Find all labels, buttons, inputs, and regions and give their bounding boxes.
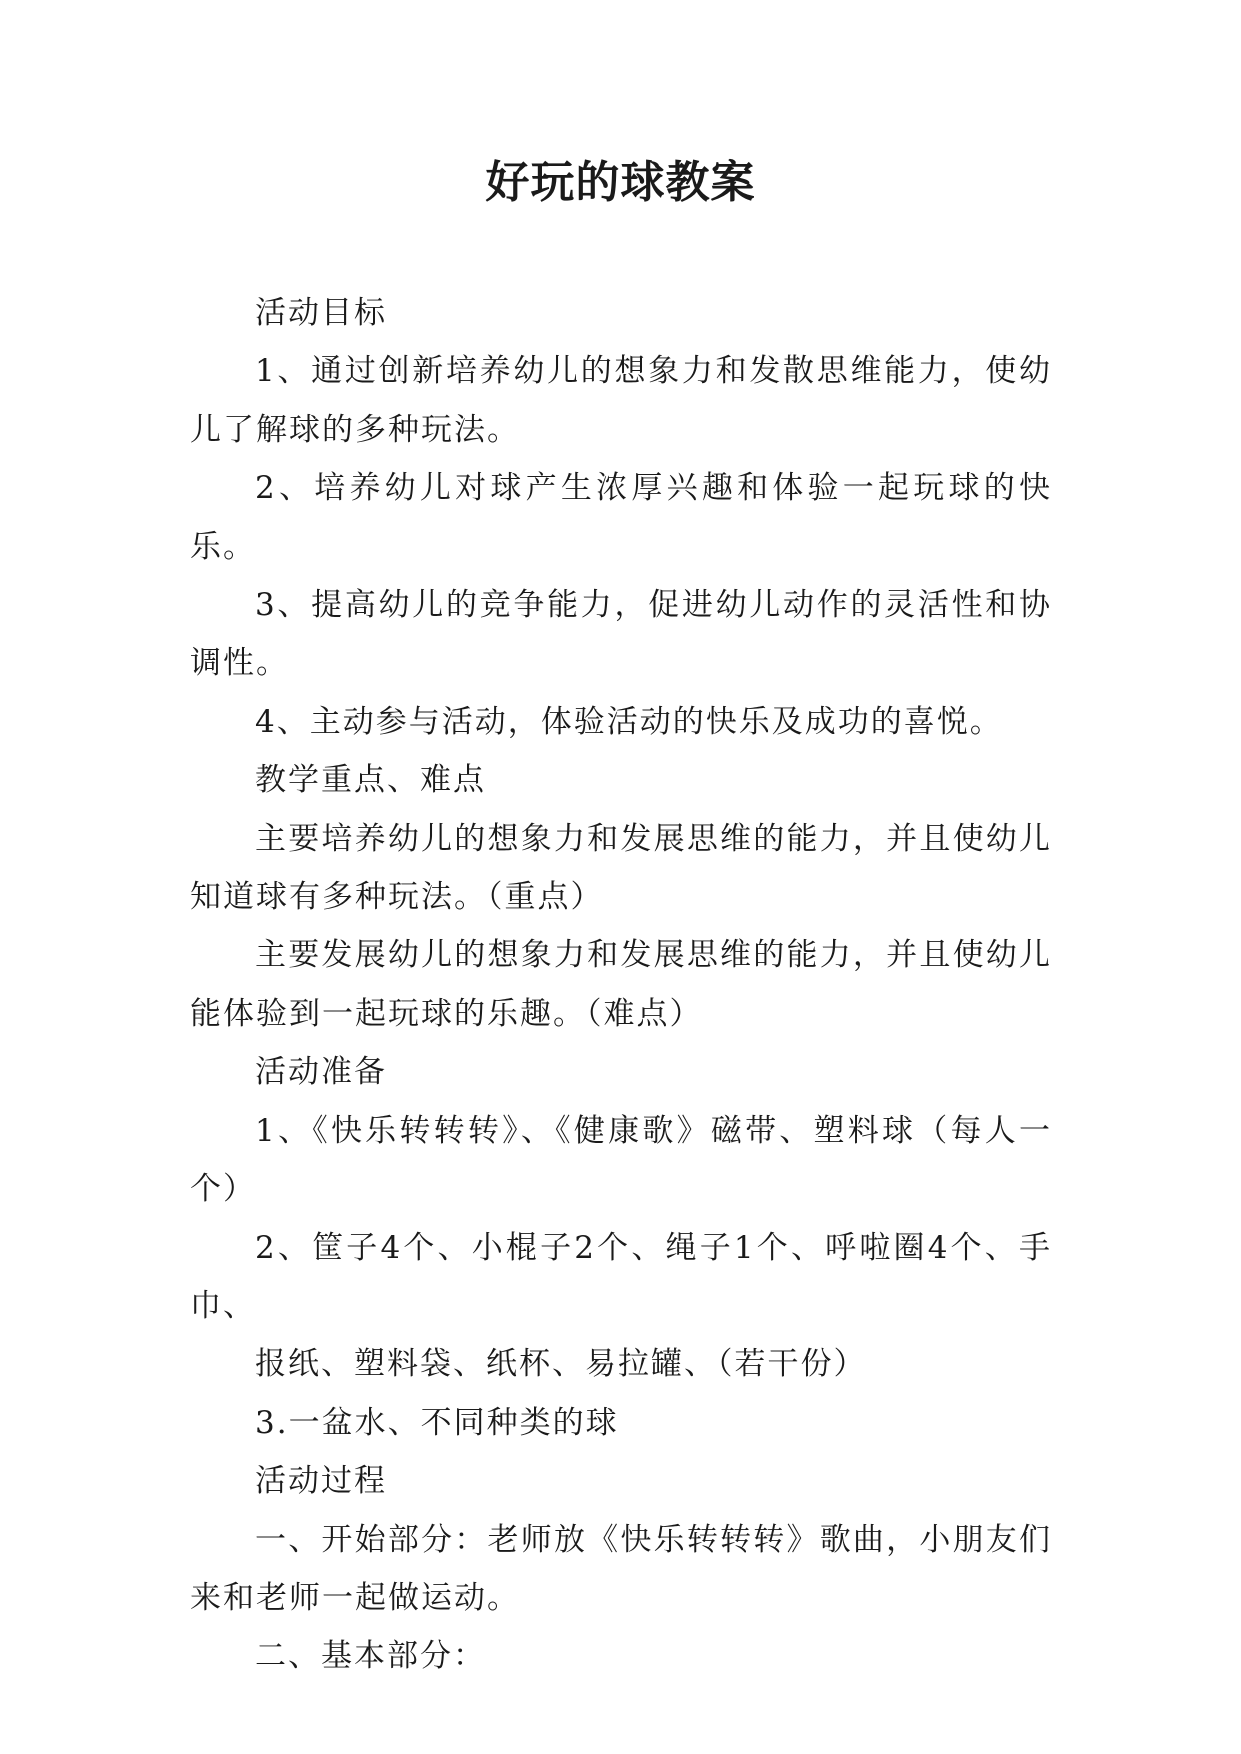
section-heading-process: 活动过程 [255,1463,387,1500]
process-step-1: 一、开始部分：老师放《快乐转转转》歌曲，小朋友们来和老师一起做运动。 [190,1521,1052,1616]
section-heading-key-points: 教学重点、难点 [255,762,486,799]
objective-item-1: 1、通过创新培养幼儿的想象力和发散思维能力，使幼儿了解球的多种玩法。 [190,353,1052,448]
process-step-2: 二、基本部分： [255,1638,486,1675]
objective-item-3: 3、提高幼儿的竞争能力，促进幼儿动作的灵活性和协调性。 [190,587,1052,682]
preparation-item-1: 1、《快乐转转转》、《健康歌》磁带、塑料球（每人一个） [190,1112,1052,1208]
objective-item-2: 2、培养幼儿对球产生浓厚兴趣和体验一起玩球的快乐。 [190,470,1052,565]
preparation-item-2: 2、筐子4个、小棍子2个、绳子1个、呼啦圈4个、手巾、 [190,1229,1052,1324]
preparation-item-3: 3.一盆水、不同种类的球 [255,1404,619,1441]
page-title: 好玩的球教案 [485,157,756,208]
section-heading-objectives: 活动目标 [255,295,387,331]
preparation-item-2-continued: 报纸、塑料袋、纸杯、易拉罐、（若干份） [255,1346,867,1383]
key-point-paragraph: 主要培养幼儿的想象力和发展思维的能力，并且使幼儿知道球有多种玩法。（重点） [190,820,1052,916]
section-heading-preparation: 活动准备 [255,1054,387,1091]
document-body [190,284,1052,1686]
objective-item-4: 4、主动参与活动，体验活动的快乐及成功的喜悦。 [255,703,1003,740]
difficulty-paragraph: 主要发展幼儿的想象力和发展思维的能力，并且使幼儿能体验到一起玩球的乐趣。（难点） [190,937,1052,1032]
